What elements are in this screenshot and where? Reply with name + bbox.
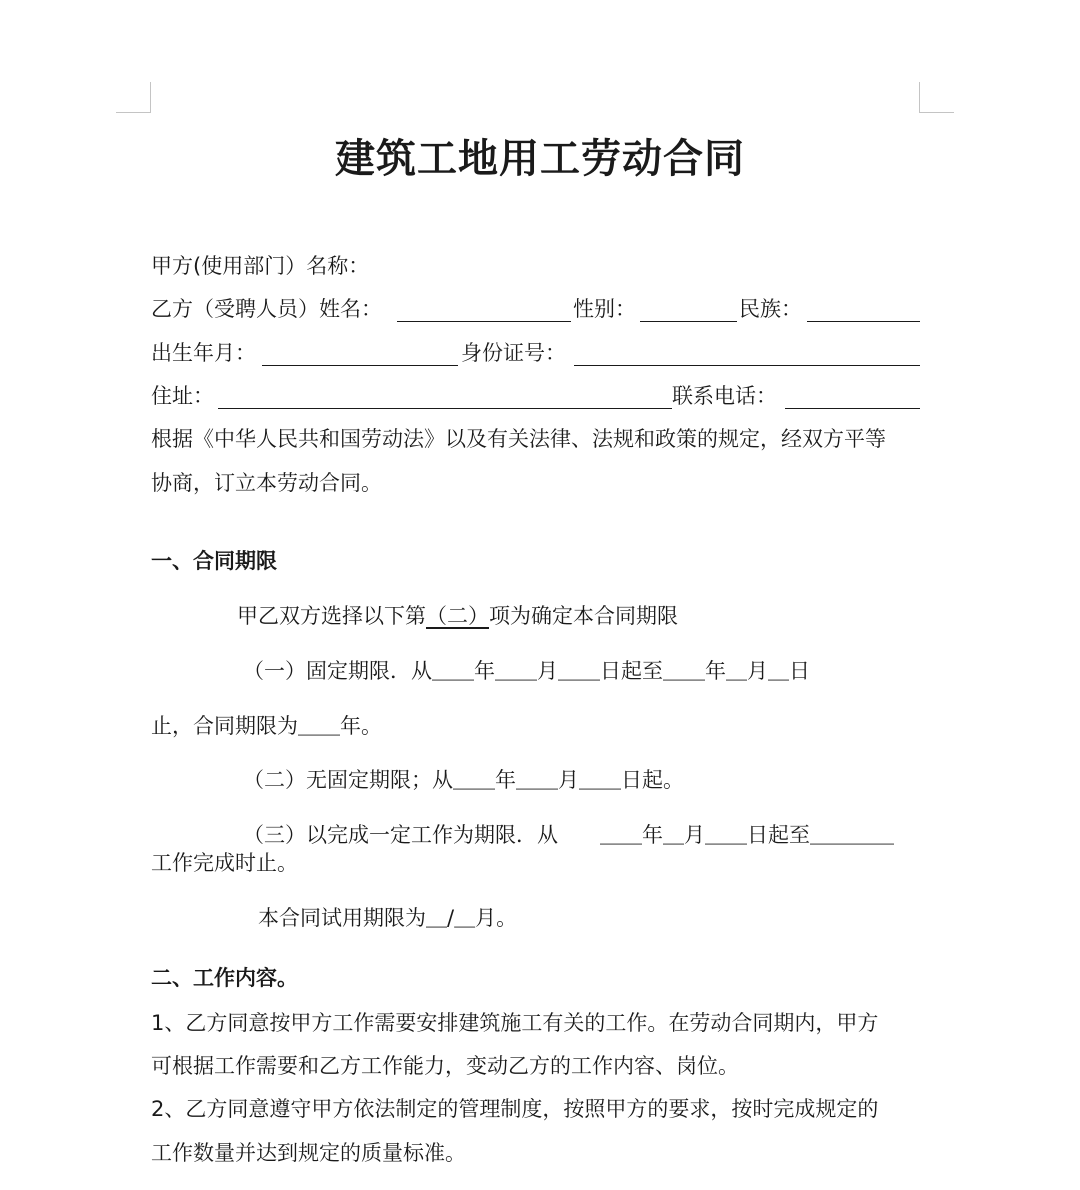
probation-value: ＿/＿ <box>426 906 476 930</box>
probation-line <box>258 903 517 933</box>
work-item-1-line-1: 1、乙方同意按甲方工作需要安排建筑施工有关的工作。在劳动合同期内，甲方 <box>151 1011 879 1035</box>
term-choice-suffix: 项为确定本合同期限 <box>489 604 678 628</box>
document-title: 建筑工地用工劳动合同 <box>335 135 745 182</box>
id-number-label: 身份证号： <box>461 341 566 365</box>
phone-label: 联系电话： <box>672 384 777 408</box>
work-item-1-line-2: 可根据工作需要和乙方工作能力，变动乙方的工作内容、岗位。 <box>151 1054 739 1078</box>
section-2-heading: 二、工作内容。 <box>151 966 298 990</box>
term-choice-line <box>237 601 678 631</box>
work-item-2-line-1: 2、乙方同意遵守甲方依法制定的管理制度，按照甲方的要求，按时完成规定的 <box>151 1097 879 1121</box>
ethnicity-field[interactable] <box>807 321 920 322</box>
phone-field[interactable] <box>785 408 920 409</box>
address-label: 住址： <box>151 384 214 408</box>
task-term-line-2: 工作完成时止。 <box>151 851 298 875</box>
address-field[interactable] <box>218 408 672 409</box>
task-term-line-1: （三）以完成一定工作为期限．从 ＿＿年＿月＿＿日起至＿＿＿＿ <box>243 823 894 847</box>
fixed-term-line-1: （一）固定期限．从＿＿年＿＿月＿＿日起至＿＿年＿月＿日 <box>243 659 810 683</box>
crop-mark-top-right <box>919 82 954 113</box>
gender-field[interactable] <box>640 321 737 322</box>
birth-date-label: 出生年月： <box>151 341 256 365</box>
gender-label: 性别： <box>573 297 636 321</box>
probation-prefix: 本合同试用期限为 <box>258 906 426 930</box>
probation-suffix: 月。 <box>475 906 518 930</box>
party-a-name-label: 甲方(使用部门）名称： <box>151 254 370 278</box>
work-item-2-line-2: 工作数量并达到规定的质量标准。 <box>151 1141 466 1165</box>
fixed-term-line-2: 止，合同期限为＿＿年。 <box>151 714 382 738</box>
crop-mark-top-left <box>116 82 151 113</box>
section-1-heading: 一、合同期限 <box>151 549 277 573</box>
party-b-name-field[interactable] <box>397 321 571 322</box>
intro-line-2: 协商，订立本劳动合同。 <box>151 471 382 495</box>
intro-line-1: 根据《中华人民共和国劳动法》以及有关法律、法规和政策的规定，经双方平等 <box>151 427 886 451</box>
term-choice-prefix: 甲乙双方选择以下第 <box>237 604 426 628</box>
id-number-field[interactable] <box>574 365 920 366</box>
ethnicity-label: 民族： <box>739 297 802 321</box>
open-ended-term-line: （二）无固定期限；从＿＿年＿＿月＿＿日起。 <box>243 768 684 792</box>
term-choice-value: （二） <box>426 604 489 628</box>
party-b-name-label: 乙方（受聘人员）姓名： <box>151 297 382 321</box>
birth-date-field[interactable] <box>262 365 458 366</box>
